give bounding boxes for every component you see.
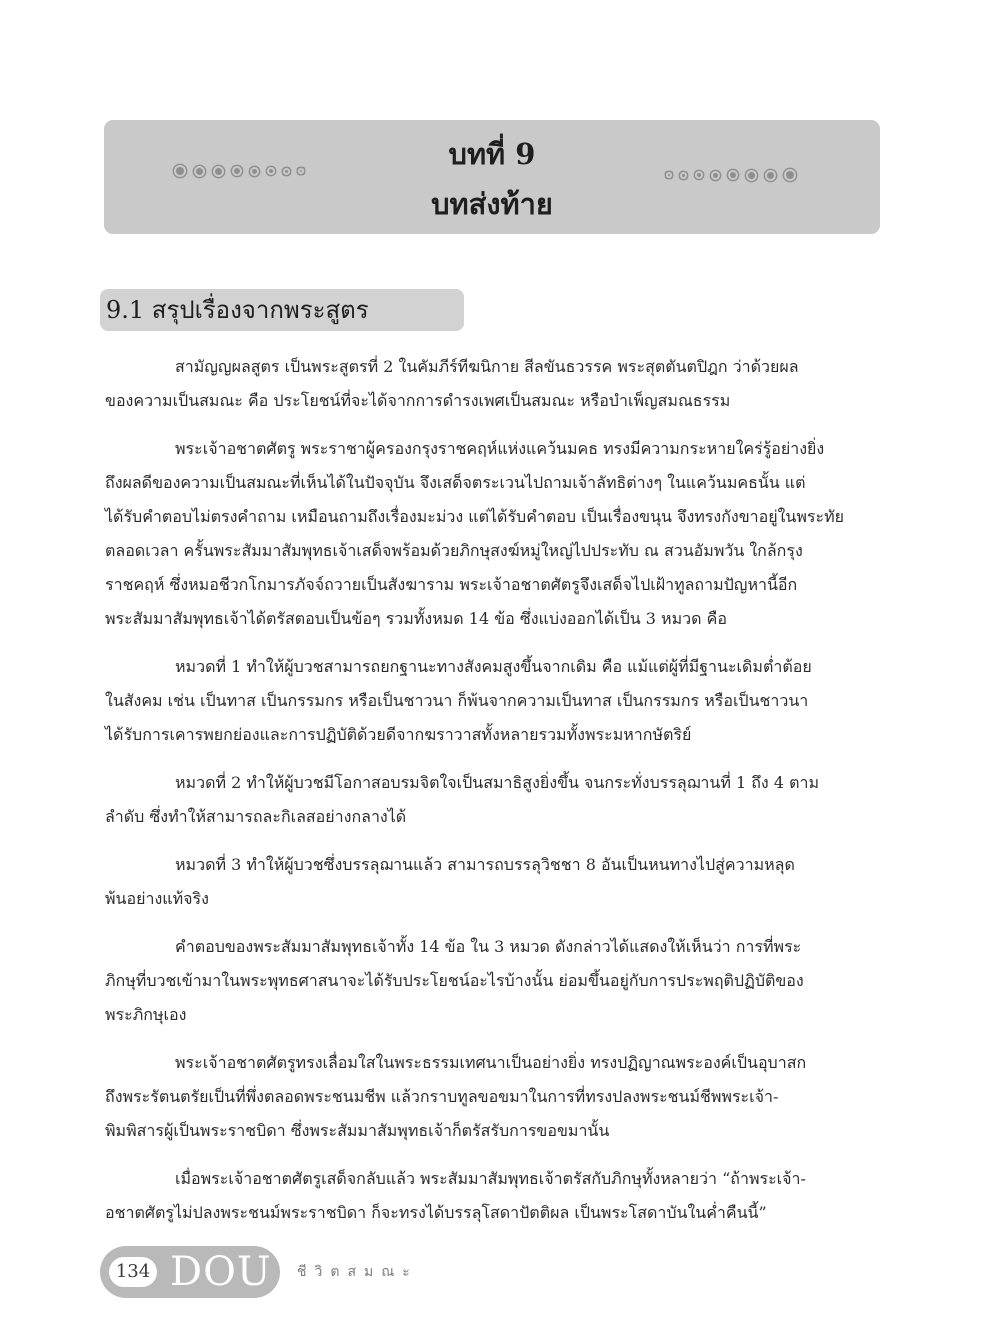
section-title: 9.1 สรุปเรื่องจากพระสูตร bbox=[106, 296, 369, 324]
text-line: พิมพิสารผู้เป็นพระราชบิดา ซึ่งพระสัมมาสัมพุทธเจ้าก็ตรัสรับการขอขมานั้น bbox=[105, 1121, 610, 1140]
text-line: พ้นอย่างแท้จริง bbox=[105, 889, 209, 908]
text-line: พระเจ้าอชาตศัตรู พระราชาผู้ครองกรุงราชคฤห์แห่งแคว้นมคธ ทรงมีความกระหายใคร่รู้อย่างยิ่ง bbox=[175, 439, 825, 458]
paragraph bbox=[105, 1162, 882, 1230]
paragraph bbox=[105, 930, 882, 1032]
text-line: เมื่อพระเจ้าอชาตศัตรูเสด็จกลับแล้ว พระสัมมาสัมพุทธเจ้าตรัสกับภิกษุทั้งหลายว่า “ถ้าพระเจ้า- bbox=[175, 1169, 806, 1188]
text-line: หมวดที่ 1 ทำให้ผู้บวชสามารถยกฐานะทางสังคมสูงขึ้นจากเดิม คือ แม้แต่ผู้ที่มีฐานะเดิมต่ำต้อย bbox=[175, 657, 812, 676]
chapter-title: บทที่ 9 bbox=[448, 137, 536, 171]
chapter-header bbox=[104, 120, 880, 234]
paragraph bbox=[105, 432, 882, 636]
text-line: ของความเป็นสมณะ คือ ประโยชน์ที่จะได้จากการดำรงเพศเป็นสมณะ หรือบำเพ็ญสมณธรรม bbox=[105, 391, 731, 410]
section-header bbox=[100, 289, 464, 331]
text-line: ภิกษุที่บวชเข้ามาในพระพุทธศาสนาจะได้รับประโยชน์อะไรบ้างนั้น ย่อมขึ้นอยู่กับการประพฤติปฏิบัติของ bbox=[105, 971, 804, 990]
page-number: 134 bbox=[109, 1257, 157, 1287]
text-line: หมวดที่ 2 ทำให้ผู้บวชมีโอกาสอบรมจิตใจเป็นสมาธิสูงยิ่งขึ้น จนกระทั่งบรรลุฌานที่ 1 ถึง 4 ตาม bbox=[175, 773, 819, 792]
paragraph bbox=[105, 848, 882, 916]
text-line: พระภิกษุเอง bbox=[105, 1005, 187, 1024]
text-line: หมวดที่ 3 ทำให้ผู้บวชซึ่งบรรลุฌานแล้ว สามารถบรรลุวิชชา 8 อันเป็นหนทางไปสู่ความหลุด bbox=[175, 855, 795, 874]
text-line: ได้รับการเคารพยกย่องและการปฏิบัติด้วยดีจากฆราวาสทั้งหลายรวมทั้งพระมหากษัตริย์ bbox=[105, 725, 692, 744]
dou-logo: DOU bbox=[170, 1249, 272, 1295]
book-title: ชีวิตสมณะ bbox=[297, 1264, 418, 1280]
paragraph bbox=[105, 1046, 882, 1148]
text-line: ลำดับ ซึ่งทำให้สามารถละกิเลสอย่างกลางได้ bbox=[105, 807, 407, 826]
text-line: คำตอบของพระสัมมาสัมพุทธเจ้าทั้ง 14 ข้อ ใน 3 หมวด ดังกล่าวได้แสดงให้เห็นว่า การที่พระ bbox=[175, 937, 802, 956]
text-line: ตลอดเวลา ครั้นพระสัมมาสัมพุทธเจ้าเสด็จพร้อมด้วยภิกษุสงฆ์หมู่ใหญ่ไปประทับ ณ สวนอัมพวัน ใกล้กรุง bbox=[105, 541, 803, 560]
text-line: ในสังคม เช่น เป็นทาส เป็นกรรมกร หรือเป็นชาวนา ก็พ้นจากความเป็นทาส เป็นกรรมกร หรือเป็นชาวนา bbox=[105, 691, 809, 710]
text-line: ได้รับคำตอบไม่ตรงคำถาม เหมือนถามถึงเรื่องมะม่วง แต่ได้รับคำตอบ เป็นเรื่องขนุน จึงทรงกังขาอยู่ในพระทัย bbox=[105, 507, 845, 526]
text-line: พระเจ้าอชาตศัตรูทรงเลื่อมใสในพระธรรมเทศนาเป็นอย่างยิ่ง ทรงปฏิญาณพระองค์เป็นอุบาสก bbox=[175, 1053, 807, 1072]
text-line: ถึงผลดีของความเป็นสมณะที่เห็นได้ในปัจจุบัน จึงเสด็จตระเวนไปถามเจ้าลัทธิต่างๆ ในแคว้นมคธนั้น แต่ bbox=[105, 473, 806, 492]
body-text bbox=[105, 350, 882, 1244]
paragraph bbox=[105, 650, 882, 752]
text-line: สามัญญผลสูตร เป็นพระสูตรที่ 2 ในคัมภีร์ทีฆนิกาย สีลขันธวรรค พระสุตตันตปิฎก ว่าด้วยผล bbox=[175, 357, 799, 376]
decorative-dots-right bbox=[662, 164, 800, 186]
paragraph bbox=[105, 766, 882, 834]
text-line: ราชคฤห์ ซึ่งหมอชีวกโกมารภัจจ์ถวายเป็นสังฆาราม พระเจ้าอชาตศัตรูจึงเสด็จไปเฝ้าทูลถามปัญหานี้อีก bbox=[105, 575, 798, 594]
paragraph bbox=[105, 350, 882, 418]
text-line: ถึงพระรัตนตรัยเป็นที่พึ่งตลอดพระชนมชีพ แล้วกราบทูลขอขมาในการที่ทรงปลงพระชนม์ชีพพระเจ้า- bbox=[105, 1087, 779, 1106]
text-line: อชาตศัตรูไม่ปลงพระชนม์พระราชบิดา ก็จะทรงได้บรรลุโสดาปัตติผล เป็นพระโสดาบันในค่ำคืนนี้” bbox=[105, 1203, 767, 1222]
chapter-subtitle: บทส่งท้าย bbox=[431, 187, 553, 221]
page-footer bbox=[100, 1246, 280, 1298]
text-line: พระสัมมาสัมพุทธเจ้าได้ตรัสตอบเป็นข้อๆ รวมทั้งหมด 14 ข้อ ซึ่งแบ่งออกได้เป็น 3 หมวด คือ bbox=[105, 609, 727, 628]
